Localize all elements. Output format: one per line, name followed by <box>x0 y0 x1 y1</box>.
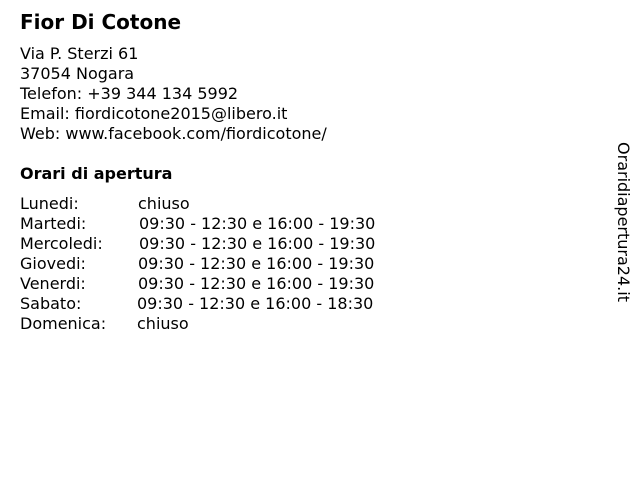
day-label: Mercoledi: <box>20 234 103 253</box>
day-label: Martedi: <box>20 214 87 233</box>
day-hours: 09:30 - 12:30 e 16:00 - 19:30 <box>139 214 376 233</box>
day-hours: chiuso <box>137 314 189 333</box>
day-label: Lunedi: <box>20 194 79 213</box>
website-text: Web: www.facebook.com/fiordicotone/ <box>20 124 327 143</box>
email-text: Email: fiordicotone2015@libero.it <box>20 104 288 123</box>
contact-info <box>20 44 327 144</box>
day-label: Sabato: <box>20 294 82 313</box>
day-hours: 09:30 - 12:30 e 16:00 - 19:30 <box>138 274 375 293</box>
opening-hours-title: Orari di apertura <box>20 164 173 183</box>
site-watermark-text: Oraridiapertura24.it <box>614 142 633 302</box>
address-line-2: 37054 Nogara <box>20 64 135 83</box>
day-hours: 09:30 - 12:30 e 16:00 - 19:30 <box>139 234 376 253</box>
business-name: Fior Di Cotone <box>20 10 182 34</box>
address-line-1: Via P. Sterzi 61 <box>20 44 139 63</box>
day-hours: 09:30 - 12:30 e 16:00 - 19:30 <box>138 254 375 273</box>
day-hours: 09:30 - 12:30 e 16:00 - 18:30 <box>137 294 374 313</box>
day-label: Giovedi: <box>20 254 86 273</box>
day-label: Venerdi: <box>20 274 86 293</box>
day-label: Domenica: <box>20 314 107 333</box>
phone-text: Telefon: +39 344 134 5992 <box>20 84 239 103</box>
day-hours: chiuso <box>138 194 190 213</box>
